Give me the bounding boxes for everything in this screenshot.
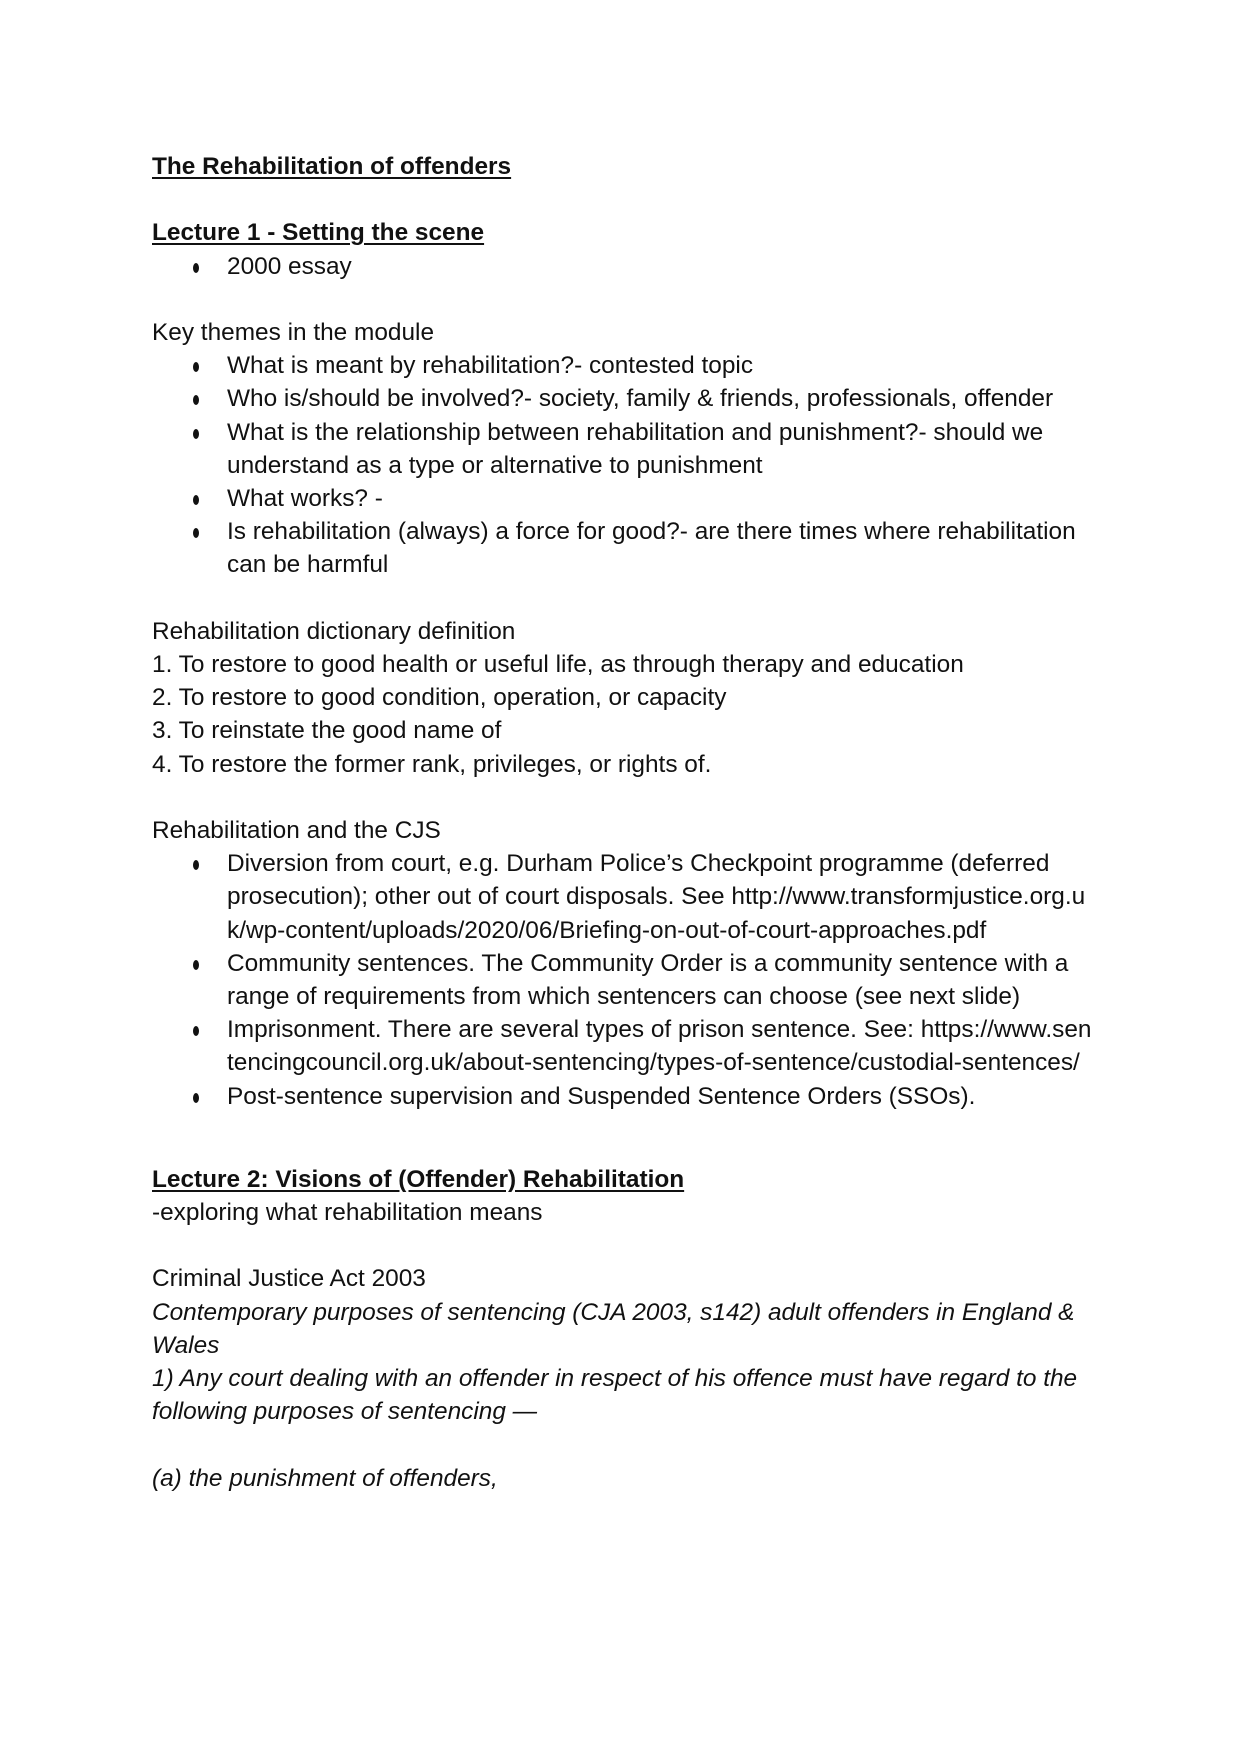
cjs-label: Rehabilitation and the CJS — [152, 817, 441, 844]
act-title: Criminal Justice Act 2003 — [152, 1265, 426, 1293]
document-page — [152, 150, 1092, 1495]
sentencing-council-link[interactable]: https://www.sentencingcouncil.org.uk/about-sentencing/types-of-sentence/custodial-sentences/ — [227, 1016, 1092, 1077]
key-themes-label: Key themes in the module — [152, 318, 435, 346]
list-item — [227, 847, 1092, 947]
definition-item: 1. To restore to good health or useful life, as through therapy and education — [152, 651, 964, 678]
document-title: The Rehabilitation of offenders — [152, 153, 512, 180]
list-item: What is the relationship between rehabilitation and punishment?- should we understand as a type or alternative to punishment — [227, 416, 1092, 482]
cjs-list — [152, 847, 1092, 1113]
lecture2-heading: Lecture 2: Visions of (Offender) Rehabilitation — [152, 1165, 685, 1193]
purpose-item-a: (a) the punishment of offenders, — [152, 1464, 498, 1492]
definition-item: 3. To reinstate the good name of — [152, 717, 502, 745]
cjs-item-text: Imprisonment. There are several types of prison sentence. See: — [227, 1016, 914, 1044]
list-item: What is meant by rehabilitation?- contested topic — [227, 349, 1092, 382]
definition-item: 2. To restore to good condition, operation, or capacity — [152, 684, 727, 712]
lecture1-heading: Lecture 1 - Setting the scene — [152, 219, 485, 247]
list-item: Post-sentence supervision and Suspended Sentence Orders (SSOs). — [227, 1080, 1092, 1113]
clause-text: 1) Any court dealing with an offender in respect of his offence must have regard to the following purposes of sentencing — — [152, 1365, 1078, 1426]
lecture2-subtitle: -exploring what rehabilitation means — [152, 1199, 543, 1227]
transform-justice-link[interactable]: http://www.transformjustice.org.uk/wp-content/uploads/2020/06/Briefing-on-out-of-court-approaches.pdf — [227, 883, 1086, 944]
lecture1-bullet-list — [152, 250, 1092, 283]
list-item: Community sentences. The Community Order is a community sentence with a range of requirements from which sentencers can choose (see next slide) — [227, 947, 1092, 1013]
definition-item: 4. To restore the former rank, privileges, or rights of. — [152, 750, 712, 778]
list-item: Is rehabilitation (always) a force for good?- are there times where rehabilitation can be harmful — [227, 515, 1092, 581]
list-item — [227, 1013, 1092, 1079]
definition-label: Rehabilitation dictionary definition — [152, 617, 516, 645]
list-item: What works? - — [227, 482, 1092, 515]
key-themes-list — [152, 349, 1092, 581]
list-item: Who is/should be involved?- society, family & friends, professionals, offender — [227, 382, 1092, 415]
list-item: 2000 essay — [227, 250, 1092, 283]
cjs-item-text: Diversion from court, e.g. Durham Police’s Checkpoint programme (deferred prosecution); other out of court disposals. See — [227, 850, 1050, 911]
purposes-text: Contemporary purposes of sentencing (CJA 2003, s142) adult offenders in England & Wales — [152, 1298, 1075, 1359]
